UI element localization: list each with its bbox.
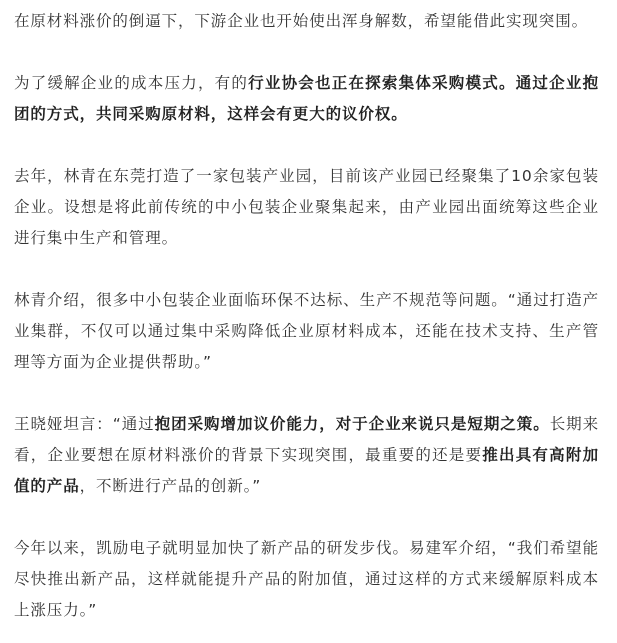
paragraph-5-text-b: 长期来看，企业要想在原材料涨价的背景下实现突围，最重要的还是要 — [14, 415, 600, 464]
paragraph-5-bold-a: 抱团采购增加议价能力，对于企业来说只是短期之策。 — [154, 415, 550, 433]
paragraph-1-text: 在原材料涨价的倒逼下，下游企业也开始使出浑身解数，希望能借此实现突围。 — [14, 12, 589, 30]
paragraph-2-bold-text: 行业协会也正在探索集体采购模式。通过企业抱团的方式，共同采购原材料，这样会有更大的议价权。 — [14, 74, 599, 123]
paragraph-5-text-c: ，不断进行产品的创新。” — [79, 477, 262, 495]
paragraph-5-bold-b: 推出具有高附加值的产品 — [14, 446, 599, 495]
paragraph-6-text: 今年以来，凯励电子就明显加快了新产品的研发步伐。易建军介绍，“我们希望能尽快推出新产品，这样就能提升产品的附加值，通过这样的方式来缓解原料成本上涨压力。” — [14, 539, 599, 619]
paragraph-4 — [14, 285, 599, 378]
paragraph-2 — [14, 68, 599, 130]
paragraph-6 — [14, 533, 599, 626]
paragraph-5 — [14, 409, 599, 502]
paragraph-3 — [14, 161, 599, 254]
paragraph-5-text-a: 王晓娅坦言：“通过 — [14, 415, 155, 433]
paragraph-1 — [14, 6, 599, 37]
paragraph-4-text: 林青介绍，很多中小包装企业面临环保不达标、生产不规范等问题。“通过打造产业集群，不仅可以通过集中采购降低企业原材料成本，还能在技术支持、生产管理等方面为企业提供帮助。” — [14, 291, 599, 371]
paragraph-3-text: 去年，林青在东莞打造了一家包装产业园，目前该产业园已经聚集了10余家包装企业。设想是将此前传统的中小包装企业聚集起来，由产业园出面统筹这些企业进行集中生产和管理。 — [14, 167, 599, 247]
paragraph-2-text: 为了缓解企业的成本压力，有的 — [14, 74, 249, 92]
